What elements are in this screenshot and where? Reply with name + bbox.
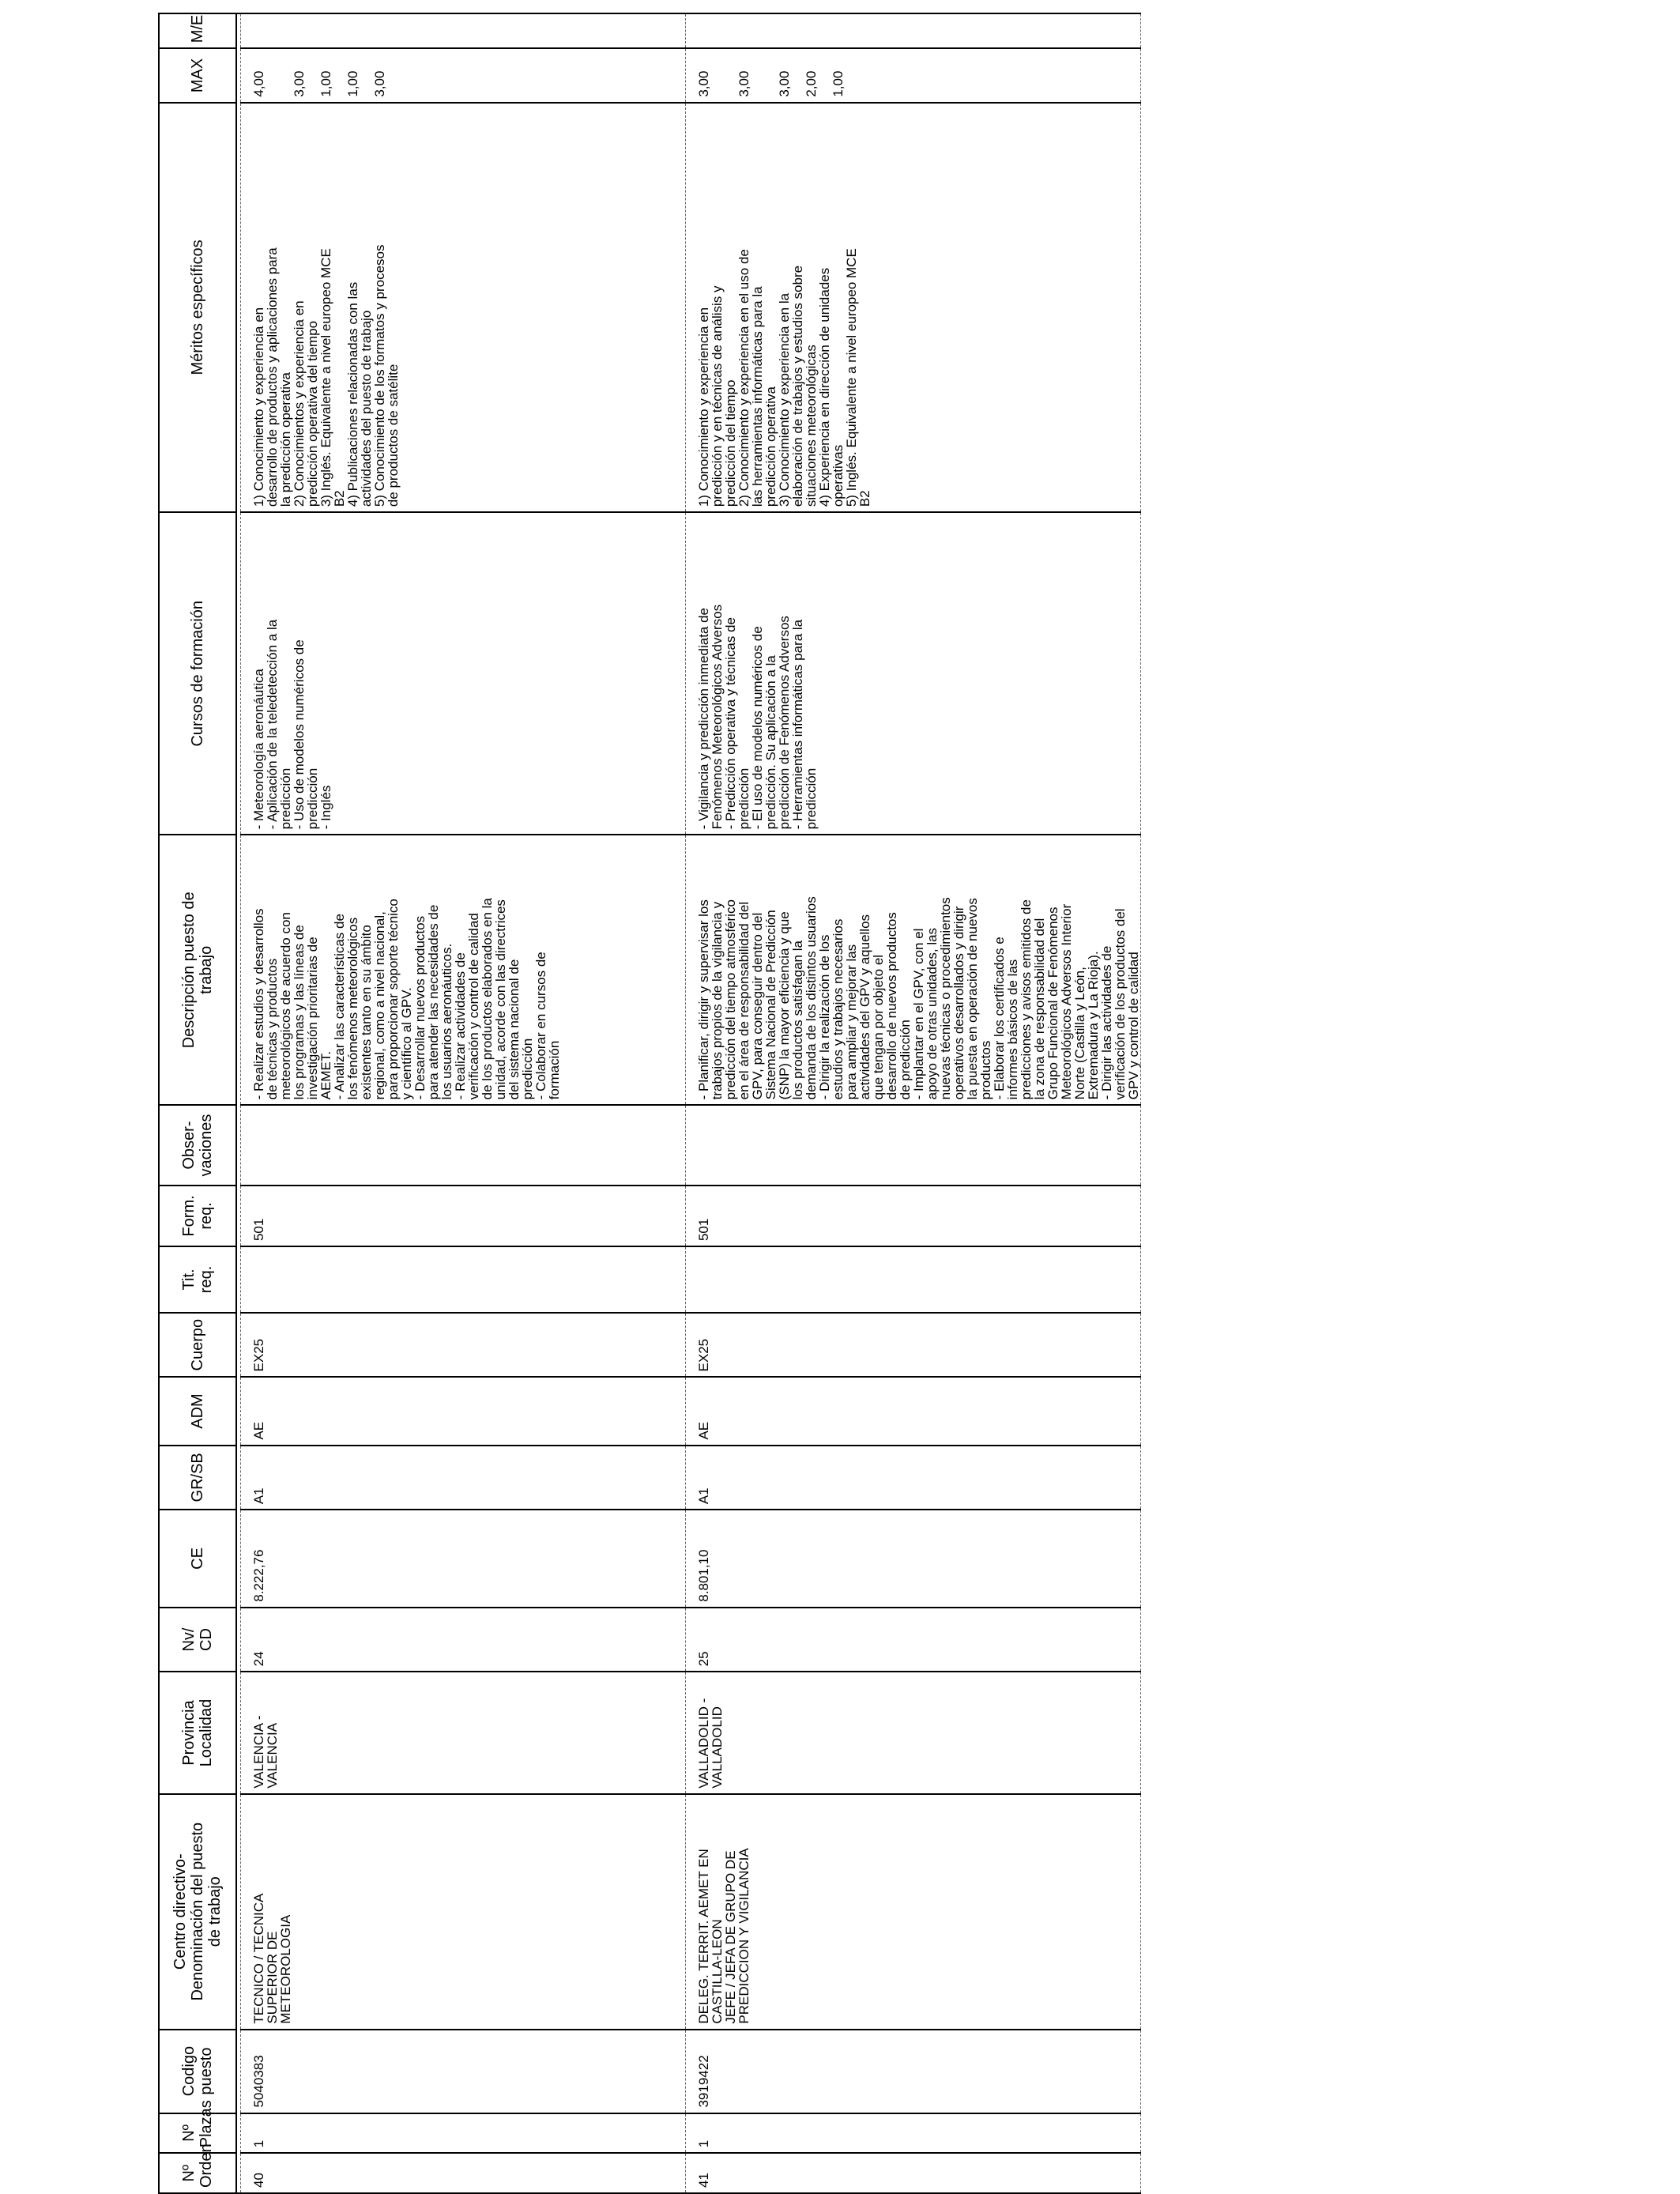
header-plazas: Nº Plazas [159, 2113, 236, 2154]
cell-provincia: VALLADOLID - VALLADOLID [686, 1672, 1141, 1793]
header-obs: Obser- vaciones [159, 1105, 236, 1185]
cell-meritos: 1) Conocimiento y experiencia en desarrollo de productos y aplicaciones para la predicción operativa 2) Conocimientos y experiencia en predicción operativa del tiempo 3) Inglés. Equivalente a nivel europeo MCE B2 4) Publicaciones relacionadas con las actividades del puesto de trabajo 5) Conocimiento de los formatos y procesos de productos de satélite [241, 103, 686, 513]
cell-obs [241, 1105, 686, 1185]
header-me: M/E [159, 13, 236, 48]
cell-grsb: A1 [686, 1446, 1141, 1510]
cell-tit [241, 1246, 686, 1313]
cell-provincia: VALENCIA - VALENCIA [241, 1672, 686, 1793]
cell-centro [686, 1794, 1141, 2030]
cell-centro [241, 1794, 686, 2030]
cell-plazas: 1 [241, 2113, 686, 2154]
cell-form: 501 [686, 1186, 1141, 1246]
cell-me [241, 13, 686, 48]
header-form: Form. req. [159, 1186, 236, 1246]
cell-codigo: 3919422 [686, 2030, 1141, 2113]
cell-grsb: A1 [241, 1446, 686, 1510]
denominacion: TECNICO / TECNICA SUPERIOR DE METEOROLOGIA [251, 1893, 293, 2024]
cell-obs [686, 1105, 1141, 1185]
cell-ce: 8.222,76 [241, 1510, 686, 1608]
header-centro: Centro directivo- Denominación del puesto de trabajo [159, 1794, 236, 2030]
header-grsb: GR/SB [159, 1446, 236, 1510]
header-provincia: Provincia Localidad [159, 1672, 236, 1793]
cell-form: 501 [241, 1186, 686, 1246]
cell-cursos: - Meteorología aeronáutica - Aplicación de la teledetección a la predicción - Uso de modelos numéricos de predicción - Inglés [241, 512, 686, 835]
header-meritos: Méritos específicos [159, 103, 236, 513]
cell-max: 4,00 3,00 1,00 1,00 3,00 [241, 48, 686, 102]
cell-adm: AE [686, 1377, 1141, 1445]
cell-cuerpo: EX25 [241, 1313, 686, 1378]
header-ce: CE [159, 1510, 236, 1608]
cell-plazas: 1 [686, 2113, 1141, 2154]
header-codigo: Codigo puesto [159, 2030, 236, 2113]
table-row [686, 13, 1141, 2193]
cell-orden: 41 [686, 2153, 1141, 2193]
cell-cursos: - Vigilancia y predicción inmediata de Fenómenos Meteorológicos Adversos - Predicción operativa y técnicas de predicción - El uso de modelos numéricos de predicción. Su aplicación a la predicción de Fenómenos Adversos - Herramientas informáticas para la predicción [686, 512, 1141, 835]
centro-directivo: DELEG. TERRIT. AEMET EN CASTILLA-LEON [696, 1849, 725, 2024]
header-adm: ADM [159, 1377, 236, 1445]
header-orden: Nº Orden [159, 2153, 236, 2193]
cell-max: 3,00 3,00 3,00 2,00 1,00 [686, 48, 1141, 102]
cell-tit [686, 1246, 1141, 1313]
cell-nivel: 24 [241, 1608, 686, 1672]
cell-ce: 8.801,10 [686, 1510, 1141, 1608]
cell-nivel: 25 [686, 1608, 1141, 1672]
job-positions-table [158, 13, 1141, 2194]
header-nivel: Nv/ CD [159, 1608, 236, 1672]
cell-me [686, 13, 1141, 48]
header-tit: Tit. req. [159, 1246, 236, 1313]
table-row [241, 13, 686, 2193]
cell-adm: AE [241, 1377, 686, 1445]
cell-meritos: 1) Conocimiento y experiencia en predicción y en técnicas de análisis y predicción del tiempo 2) Conocimiento y experiencia en el uso de las herramientas informáticas para la predicción operativa 3) Conocimiento y experiencia en la elaboración de trabajos y estudios sobre situaciones meteorológicas 4) Experiencia en dirección de unidades operativas 5) Inglés. Equivalente a nivel europeo MCE B2 [686, 103, 1141, 513]
cell-descripcion: - Planificar, dirigir y supervisar los trabajos propios de la vigilancia y predicción del tiempo atmosférico en el área de responsabilidad del GPV, para conseguir dentro del Sistema Nacional de Predicción (SNP) la mayor eficiencia y que los productos satisfagan la demanda de los distintos usuarios - Dirigir la realización de los estudios y trabajos necesarios para ampliar y mejorar las actividades del GPV y aquellos que tengan por objeto el desarrollo de nuevos productos de predicción - Implantar en el GPV, con el apoyo de otras unidades, las nuevas técnicas o procedimientos operativos desarrollados y dirigir la puesta en operación de nuevos productos - Elaborar los certificados e informes básicos de las predicciones y avisos emitidos de la zona de responsabilidad del Grupo Funcional de Fenómenos Meteorológicos Adversos Interior Norte (Castilla y León, Extremadura y La Rioja). - Dirigir las actividades de verificación de los productos del GPV y control de calidad [686, 835, 1141, 1105]
header-cursos: Cursos de formación [159, 512, 236, 835]
denominacion: JEFE / JEFA DE GRUPO DE PREDICCION Y VIGILANCIA [723, 1848, 751, 2024]
cell-cuerpo: EX25 [686, 1313, 1141, 1378]
cell-descripcion: - Realizar estudios y desarrollos de técnicas y productos meteorológicos de acuerdo con los programas y las líneas de investigación prioritarias de AEMET. - Analizar las características de los fenómenos meteorológicos existentes tanto en su ámbito regional, como a nivel nacional, para proporcionar soporte técnico y científico al GPV. - Desarrollar nuevos productos para atender las necesidades de los usuarios aeronáuticos. - Realizar actividades de verificación y control de calidad de los productos elaborados en la unidad, acorde con las directrices del sistema nacional de predicción - Colaborar en cursos de formación [241, 835, 686, 1105]
header-max: MAX [159, 48, 236, 102]
header-cuerpo: Cuerpo [159, 1313, 236, 1378]
rotated-page [158, 13, 1225, 2194]
cell-codigo: 5040383 [241, 2030, 686, 2113]
header-descripcion: Descripción puesto de trabajo [159, 835, 236, 1105]
cell-orden: 40 [241, 2153, 686, 2193]
header-row [159, 13, 236, 2193]
